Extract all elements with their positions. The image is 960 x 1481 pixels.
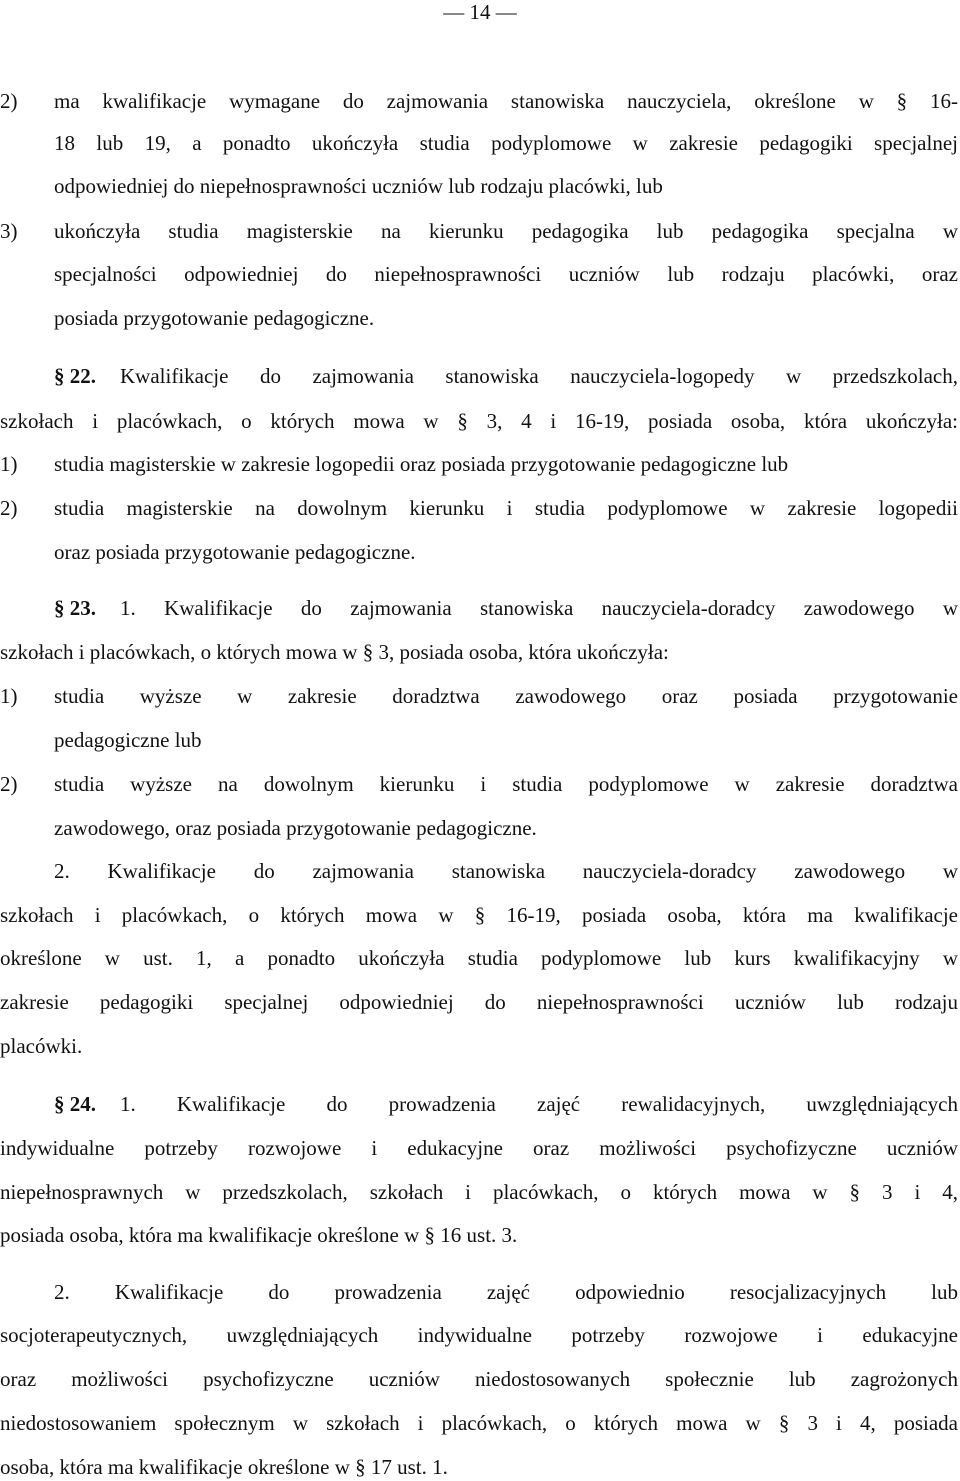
section-number: § 24.: [54, 1092, 96, 1116]
text-line: studia wyższe na dowolnym kierunku i studia podyplomowe w zakresie doradztwa: [54, 772, 958, 796]
text-line: niedostosowaniem społecznym w szkołach i placówkach, o których mowa w § 3 i 4, posiada: [0, 1411, 958, 1435]
text-line: ukończyła studia magisterskie na kierunku pedagogika lub pedagogika specjalna w: [54, 219, 958, 243]
page-number: — 14 —: [443, 0, 517, 24]
text-line: pedagogiczne lub: [54, 728, 202, 752]
text-line: określone w ust. 1, a ponadto ukończyła studia podyplomowe lub kurs kwalifikacyjny w: [0, 946, 958, 970]
section-number: § 22.: [54, 364, 96, 388]
text-line: 18 lub 19, a ponadto ukończyła studia podyplomowe w zakresie pedagogiki specjalnej: [54, 131, 958, 155]
text-line: oraz posiada przygotowanie pedagogiczne.: [54, 540, 416, 564]
text-line: zakresie pedagogiki specjalnej odpowiedniej do niepełnosprawności uczniów lub rodzaju: [0, 990, 958, 1014]
list-number: 1): [0, 684, 18, 708]
text-line: oraz możliwości psychofizyczne uczniów niedostosowanych społecznie lub zagrożonych: [0, 1367, 958, 1391]
text-line: niepełnosprawnych w przedszkolach, szkołach i placówkach, o których mowa w § 3 i 4,: [0, 1180, 958, 1204]
text-line: osoba, która ma kwalifikacje określone w § 17 ust. 1.: [0, 1455, 448, 1479]
text-line: 2. Kwalifikacje do prowadzenia zajęć odpowiednio resocjalizacyjnych lub: [54, 1280, 958, 1304]
text-line: ma kwalifikacje wymagane do zajmowania stanowiska nauczyciela, określone w § 16-: [54, 89, 958, 113]
text-line: placówki.: [0, 1034, 83, 1058]
list-number: 2): [0, 89, 18, 113]
text-line: socjoterapeutycznych, uwzględniających indywidualne potrzeby rozwojowe i edukacyjne: [0, 1323, 958, 1347]
section-number: § 23.: [54, 596, 96, 620]
text-line: 1. Kwalifikacje do prowadzenia zajęć rewalidacyjnych, uwzględniających: [120, 1092, 958, 1116]
text-line: posiada osoba, która ma kwalifikacje określone w § 16 ust. 3.: [0, 1223, 518, 1247]
text-line: Kwalifikacje do zajmowania stanowiska nauczyciela-logopedy w przedszkolach,: [120, 364, 958, 388]
list-number: 3): [0, 219, 18, 243]
list-number: 1): [0, 452, 18, 476]
list-number: 2): [0, 496, 18, 520]
text-line: specjalności odpowiedniej do niepełnosprawności uczniów lub rodzaju placówki, oraz: [54, 262, 958, 286]
text-line: 1. Kwalifikacje do zajmowania stanowiska nauczyciela-doradcy zawodowego w: [120, 596, 958, 620]
text-line: studia magisterskie w zakresie logopedii oraz posiada przygotowanie pedagogiczne lub: [54, 452, 789, 476]
text-line: szkołach i placówkach, o których mowa w § 3, 4 i 16-19, posiada osoba, która ukończyła:: [0, 409, 958, 433]
list-number: 2): [0, 772, 18, 796]
text-line: 2. Kwalifikacje do zajmowania stanowiska nauczyciela-doradcy zawodowego w: [54, 859, 958, 883]
text-line: studia magisterskie na dowolnym kierunku i studia podyplomowe w zakresie logopedii: [54, 496, 958, 520]
text-line: szkołach i placówkach, o których mowa w § 16-19, posiada osoba, która ma kwalifikacje: [0, 903, 958, 927]
text-line: posiada przygotowanie pedagogiczne.: [54, 306, 375, 330]
text-line: studia wyższe w zakresie doradztwa zawodowego oraz posiada przygotowanie: [54, 684, 958, 708]
text-line: zawodowego, oraz posiada przygotowanie pedagogiczne.: [54, 816, 537, 840]
text-line: indywidualne potrzeby rozwojowe i edukacyjne oraz możliwości psychofizyczne uczniów: [0, 1136, 958, 1160]
text-line: szkołach i placówkach, o których mowa w § 3, posiada osoba, która ukończyła:: [0, 640, 669, 664]
text-line: odpowiedniej do niepełnosprawności uczniów lub rodzaju placówki, lub: [54, 174, 663, 198]
